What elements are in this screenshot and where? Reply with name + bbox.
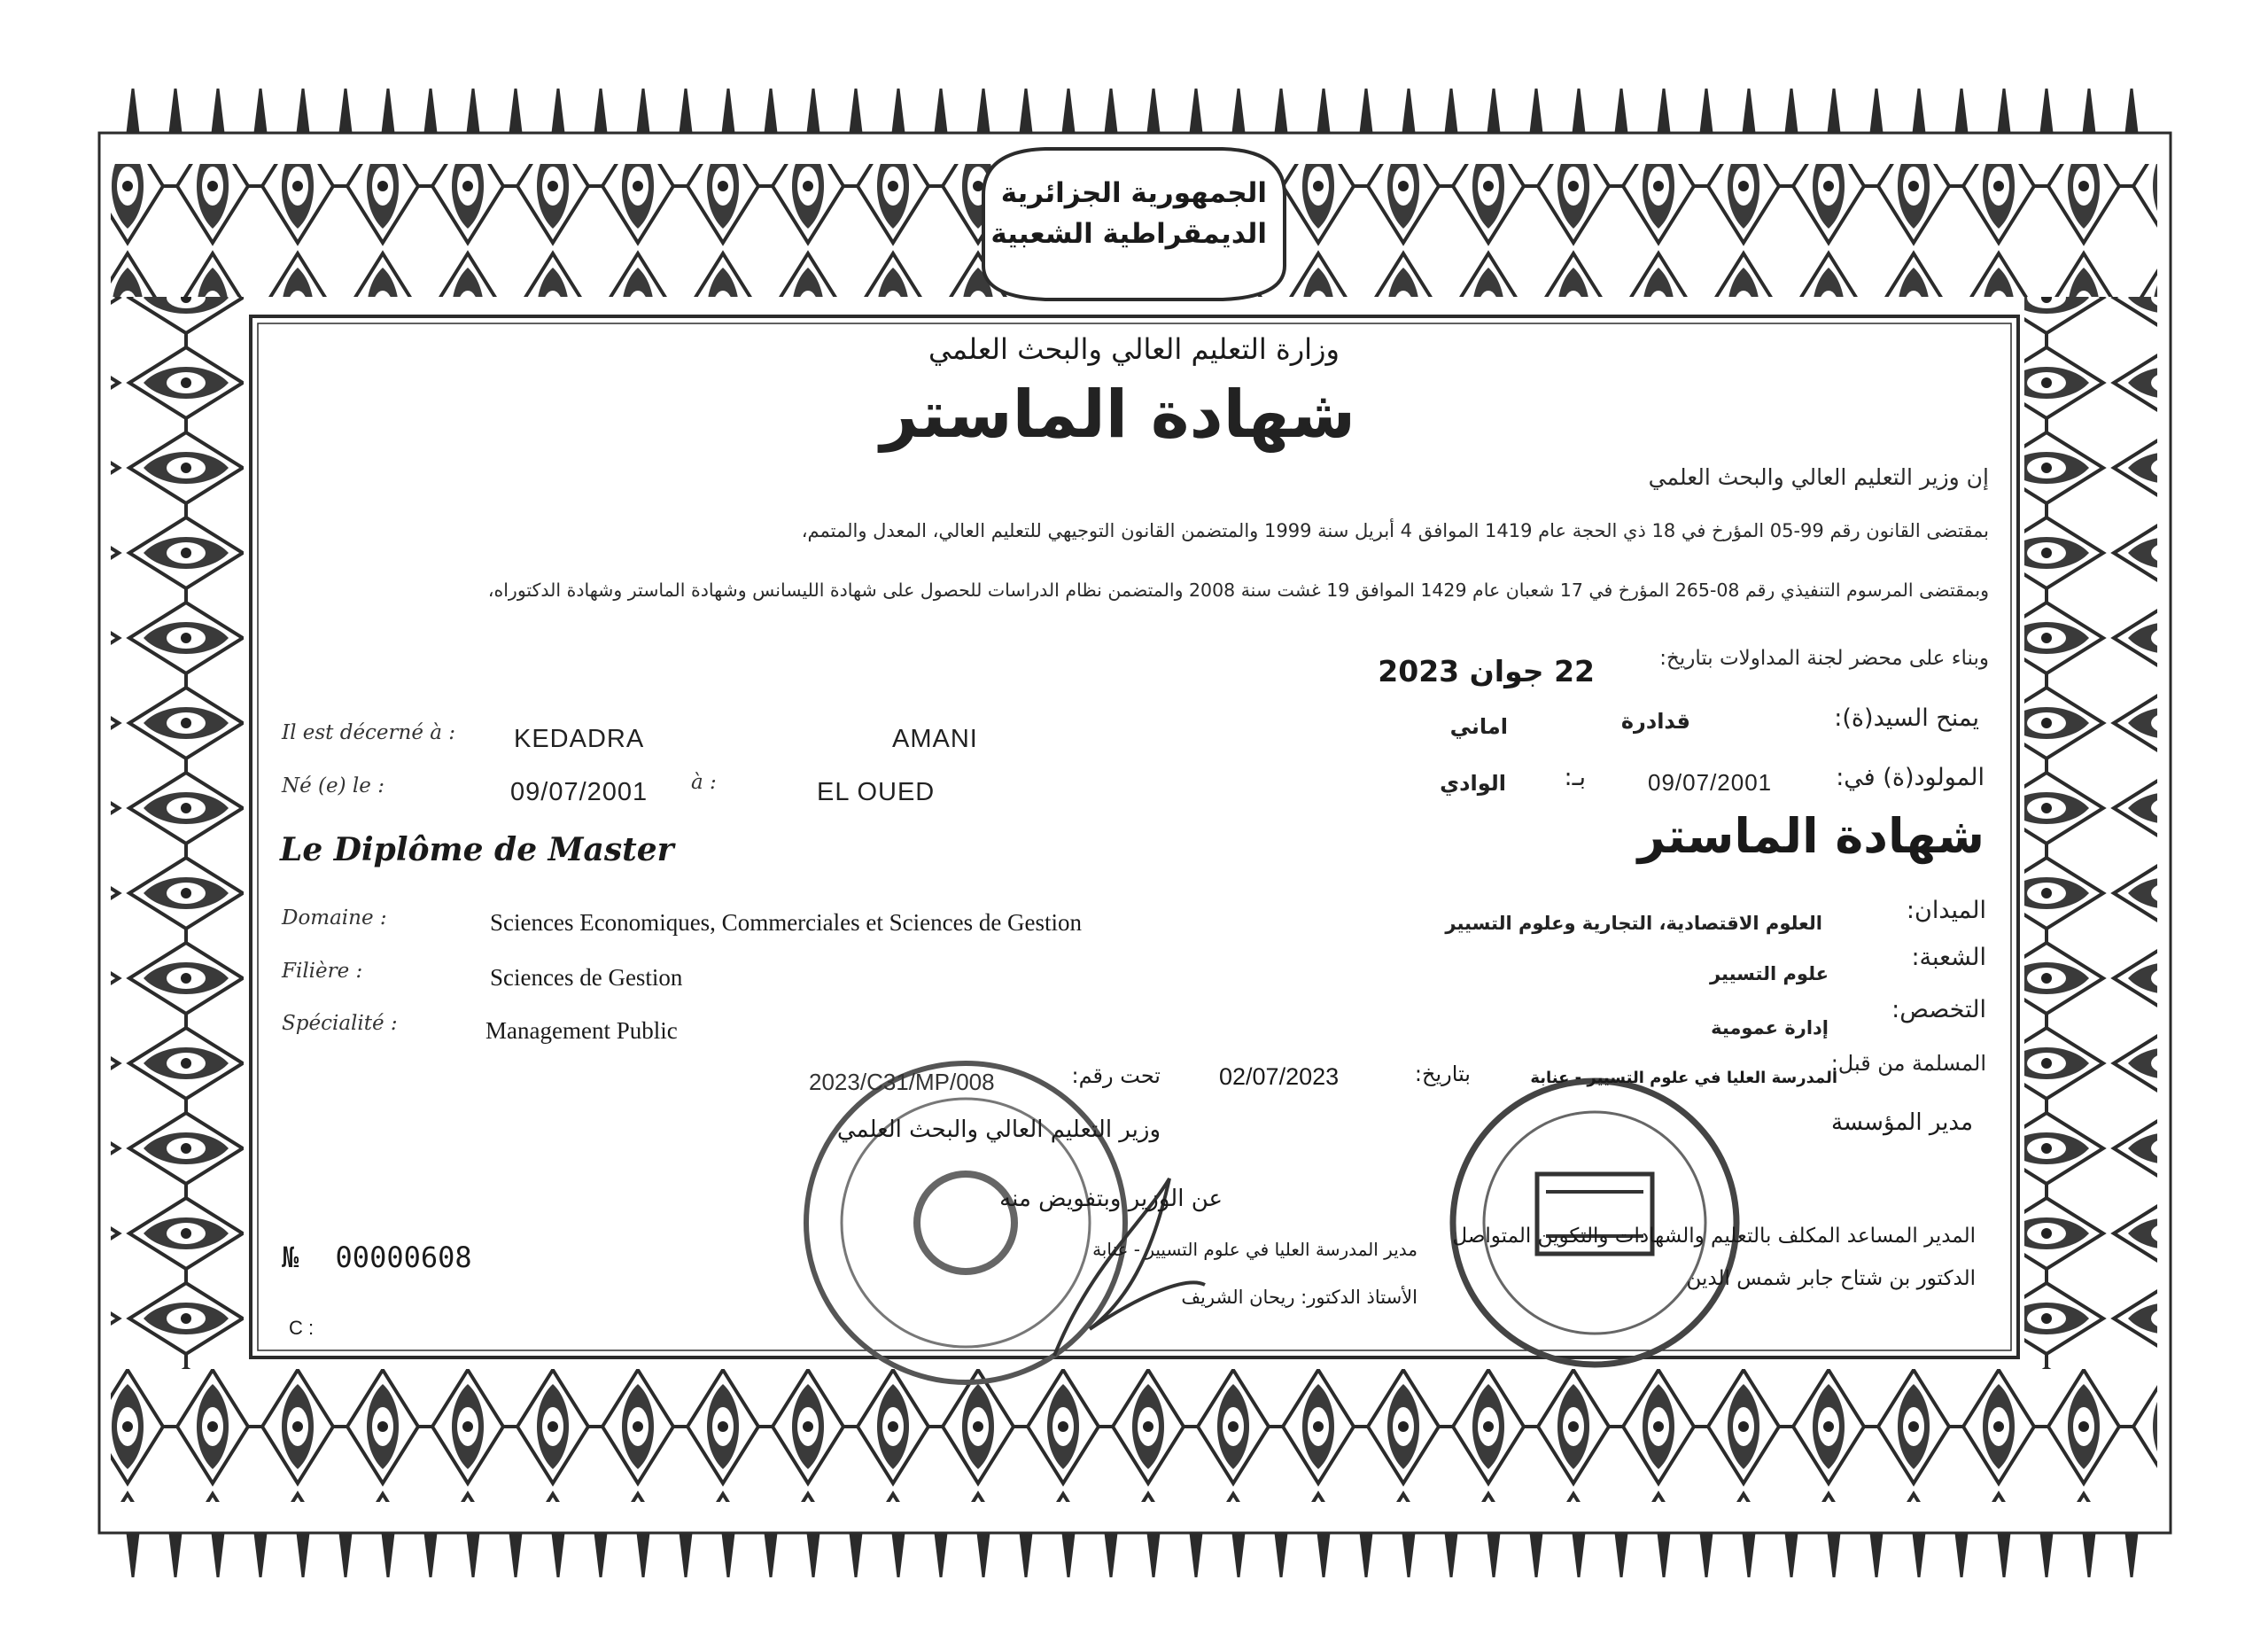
field-value-ar: علوم التسيير bbox=[1709, 963, 1829, 984]
preamble-line-1: إن وزير التعليم العالي والبحث العلمي bbox=[1648, 464, 1989, 490]
issue-date-label-ar: بتاريخ: bbox=[1414, 1062, 1471, 1086]
republic-title bbox=[990, 177, 1267, 250]
reference-number-label-ar: تحت رقم: bbox=[1071, 1063, 1161, 1088]
field-value-fr: Sciences de Gestion bbox=[490, 964, 683, 991]
domain-label-fr: Domaine : bbox=[282, 906, 387, 930]
birth-date-ar: 09/07/2001 bbox=[1648, 769, 1773, 796]
delegation-name: الدكتور بن شتاح جابر شمس الدين bbox=[1686, 1267, 1976, 1290]
preamble-line-2: بمقتضى القانون رقم 99-05 المؤرخ في 18 ذي الحجة عام 1419 الموافق 4 أبريل سنة 1999 والمتضمن القانون التوجيهي للتعليم العالي، المعدل والمتمم، bbox=[801, 520, 1989, 541]
born-at-label-fr: à : bbox=[691, 771, 717, 794]
republic-line-1: الجمهورية الجزائرية bbox=[1000, 177, 1267, 209]
c-field: C : bbox=[289, 1317, 315, 1339]
school-director-name: الأستاذ الدكتور: ريحان الشريف bbox=[1181, 1287, 1418, 1308]
issuer-ar: المدرسة العليا في علوم التسيير - عنابة bbox=[1530, 1069, 1837, 1087]
reference-number: 2023/C31/MP/008 bbox=[809, 1069, 995, 1095]
domain-value-fr: Sciences Economiques, Commerciales et Sciences de Gestion bbox=[490, 909, 1083, 936]
birth-place-fr: EL OUED bbox=[817, 778, 936, 806]
school-director-line: مدير المدرسة العليا في علوم التسيير - عنابة bbox=[1092, 1239, 1418, 1260]
delegation-line-2: المدير المساعد المكلف بالتعليم والشهادات والتكوين المتواصل bbox=[1452, 1225, 1976, 1248]
recipient-last-name-ar: قدادرة bbox=[1620, 709, 1690, 734]
domain-label-ar: الميدان: bbox=[1906, 897, 1986, 924]
awarded-to-label-ar: يمنح السيد(ة): bbox=[1834, 704, 1979, 732]
preamble-line-3: وبمقتضى المرسوم التنفيذي رقم 08-265 المؤرخ في 17 شعبان عام 1429 الموافق 19 غشت سنة 2008 والمتضمن نظام الدراسات للحصول على شهادة الليسانس وشهادة الماستر وشهادة الدكتوراه، bbox=[487, 579, 1989, 601]
specialty-label-ar: التخصص: bbox=[1891, 996, 1986, 1023]
recipient-first-name: AMANI bbox=[892, 725, 978, 753]
institution-director-label: مدير المؤسسة bbox=[1831, 1109, 1973, 1136]
ministry-name: وزارة التعليم العالي والبحث العلمي bbox=[928, 332, 1340, 366]
specialty-value-fr: Management Public bbox=[485, 1017, 678, 1044]
certificate-title-ar: شهادة الماستر bbox=[880, 377, 1355, 453]
specialty-value-ar: إدارة عمومية bbox=[1711, 1017, 1829, 1038]
field-label-fr: Filière : bbox=[282, 960, 363, 983]
republic-line-2: الديمقراطية الشعبية bbox=[990, 218, 1267, 250]
recipient-first-name-ar: اماني bbox=[1449, 714, 1508, 739]
specialty-label-fr: Spécialité : bbox=[282, 1012, 398, 1035]
birth-place-ar: الوادي bbox=[1440, 771, 1506, 796]
born-on-label-fr: Né (e) le : bbox=[282, 774, 384, 797]
serial-number bbox=[282, 1241, 472, 1274]
delegation-line-1: عن الوزير وبتفويض منه bbox=[999, 1186, 1223, 1212]
serial-value: 00000608 bbox=[335, 1241, 472, 1274]
birth-date-fr: 09/07/2001 bbox=[510, 778, 649, 806]
issue-date: 02/07/2023 bbox=[1219, 1063, 1340, 1090]
issued-by-label-ar: المسلمة من قبل: bbox=[1830, 1051, 1986, 1076]
deliberation-date: 22 جوان 2023 bbox=[1378, 654, 1595, 688]
born-at-label-ar: بـ: bbox=[1564, 764, 1586, 791]
serial-label: № bbox=[282, 1241, 299, 1274]
diploma-title-fr: Le Diplôme de Master bbox=[280, 831, 674, 868]
domain-value-ar: العلوم الاقتصادية، التجارية وعلوم التسيير bbox=[1445, 913, 1822, 934]
awarded-to-label-fr: Il est décerné à : bbox=[282, 721, 456, 744]
field-label-ar: الشعبة: bbox=[1911, 944, 1986, 971]
minister-label: وزير التعليم العالي والبحث العلمي bbox=[836, 1116, 1161, 1143]
diploma-title-ar: شهادة الماستر bbox=[1637, 808, 1984, 864]
preamble-line-4: وبناء على محضر لجنة المداولات بتاريخ: bbox=[1659, 647, 1989, 670]
recipient-last-name: KEDADRA bbox=[514, 725, 645, 753]
born-on-label-ar: المولود(ة) في: bbox=[1836, 764, 1984, 791]
